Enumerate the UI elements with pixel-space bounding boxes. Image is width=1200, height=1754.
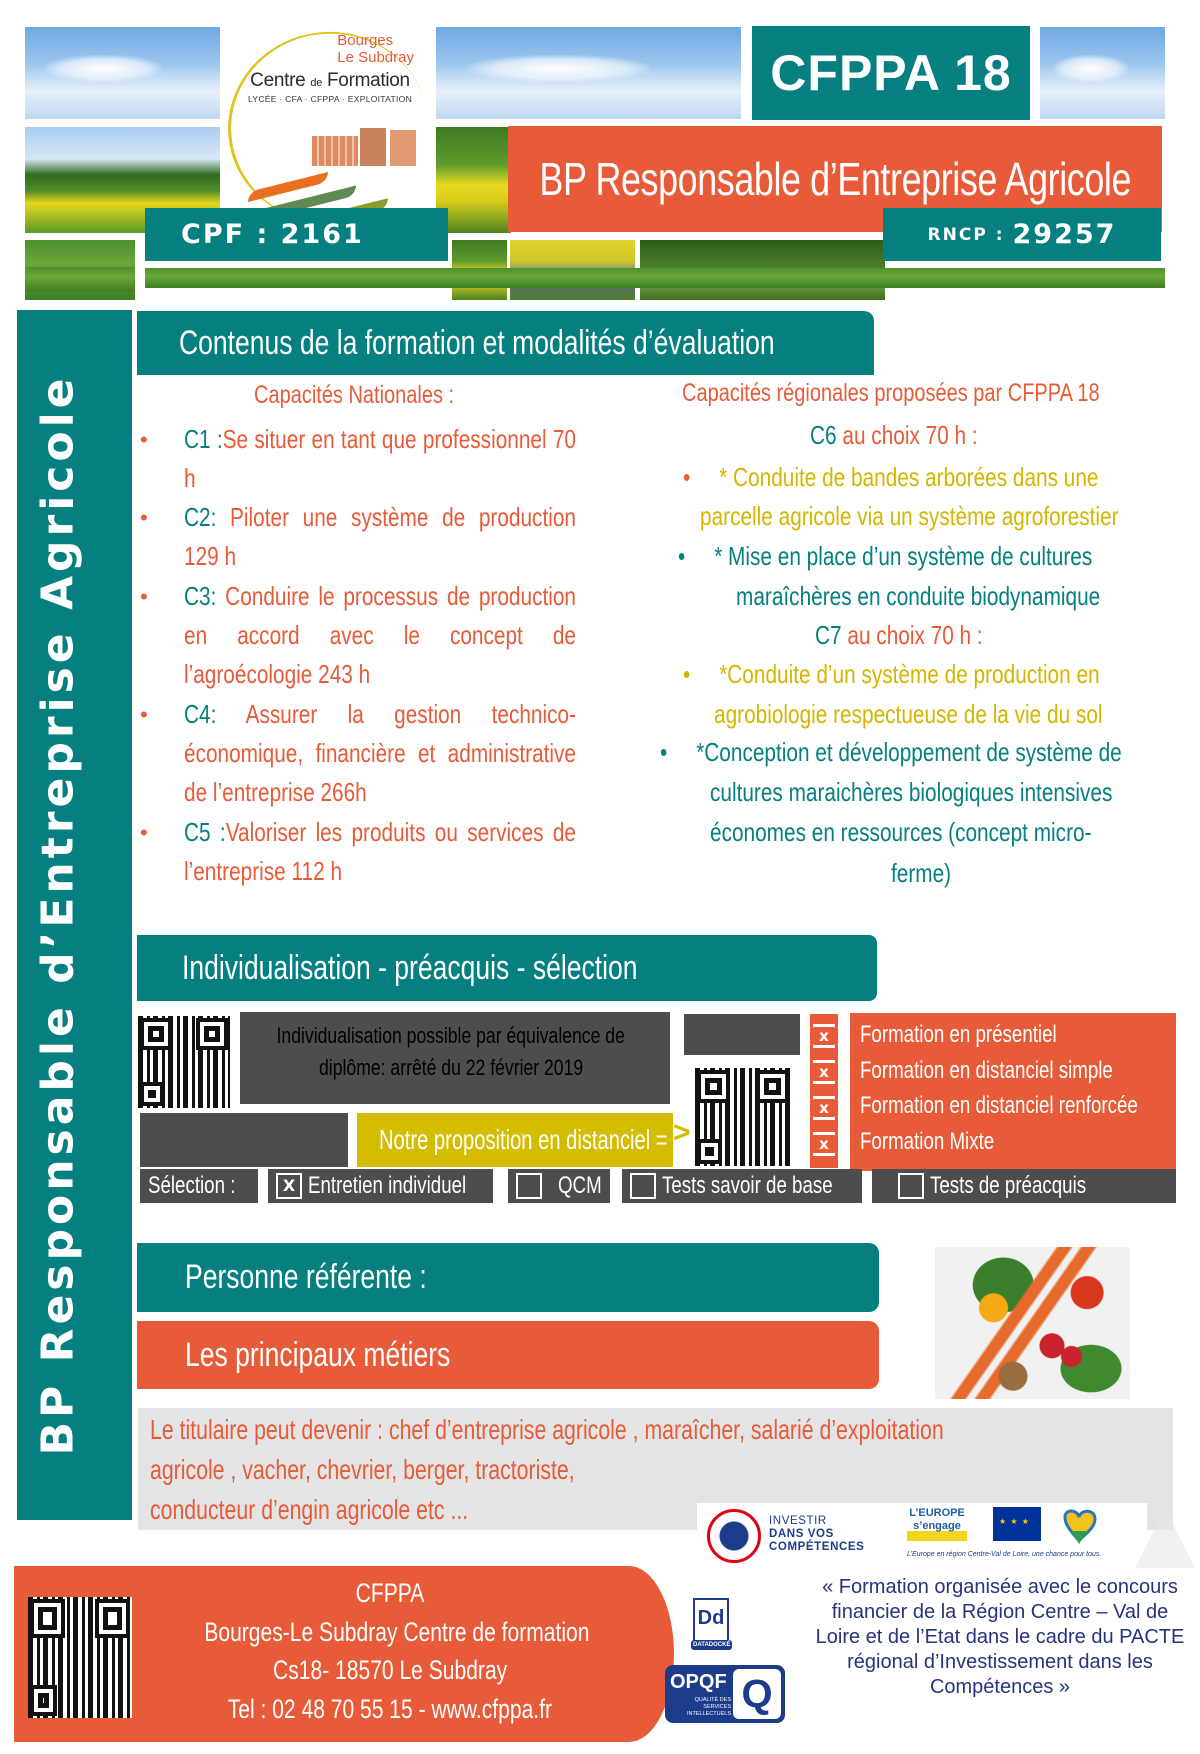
- c7-option-2-cont: cultures maraichères biologiques intensives: [710, 777, 1113, 807]
- checkbox-tests-savoir[interactable]: [630, 1173, 656, 1199]
- funding-logos: [697, 1503, 1147, 1569]
- c6-option-1: • * Conduite de bandes arborées dans une: [683, 462, 1099, 492]
- metiers-line-2: agricole , vacher, chevrier, berger, tractoriste,: [150, 1454, 575, 1485]
- building-icon-3: [390, 130, 416, 166]
- c6-option-1-cont: parcelle agricole via un système agroforestier: [700, 501, 1119, 531]
- distanciel-proposal: Notre proposition en distanciel =: [357, 1113, 673, 1167]
- rncp-number: 29257: [1012, 219, 1117, 250]
- section-contents-header: Contenus de la formation et modalités d’évaluation: [137, 311, 874, 375]
- checkbox-mixte[interactable]: x: [813, 1132, 835, 1156]
- sky-photo-3: [1040, 27, 1165, 119]
- bullet-icon: •: [683, 462, 720, 492]
- regional-capacities-title: Capacités régionales proposées par CFPPA 18: [682, 379, 1100, 407]
- checkbox-tests-preacquis[interactable]: [898, 1173, 924, 1199]
- investir-competences-logo: INVESTIR DANS VOS COMPÉTENCES: [769, 1515, 865, 1553]
- checkbox-entretien[interactable]: X: [276, 1173, 302, 1199]
- opqf-badge-icon: OPQF QUALITÉ DES SERVICES INTELLECTUELS Q: [665, 1665, 785, 1723]
- selection-entretien[interactable]: X Entretien individuel: [268, 1169, 493, 1203]
- metiers-line-3: conducteur d’engin agricole etc ...: [150, 1494, 469, 1525]
- bullet-icon: •: [140, 427, 148, 452]
- cfppa-18-label: CFPPA 18: [752, 26, 1030, 120]
- datadock-badge-icon: Dd DATADOCKÉ: [693, 1598, 729, 1644]
- c7-option-1-cont: agrobiologie respectueuse de la vie du sol: [714, 699, 1103, 729]
- c7-option-1: • *Conduite d’un système de production en: [683, 659, 1100, 689]
- c6-option-2-cont: maraîchères en conduite biodynamique: [736, 581, 1101, 611]
- c7-option-2-cont-2: économes en ressources (concept micro-: [710, 817, 1092, 847]
- section-individualisation-header: Individualisation - préacquis - sélection: [137, 935, 877, 1001]
- metiers-line-1: Le titulaire peut devenir : chef d’entreprise agricole , maraîcher, salarié d’exploitation: [150, 1414, 944, 1445]
- school-logo: [222, 22, 436, 232]
- star-decoration-icon: [1135, 1508, 1195, 1568]
- footer-org: CFPPA: [355, 1578, 425, 1608]
- selection-tests-preacquis[interactable]: Tests de préacquis: [872, 1169, 1176, 1203]
- europe-sengage-logo: L’EUROPE s’engage: [907, 1507, 967, 1541]
- rncp-label: RNCP :: [927, 224, 1005, 245]
- selection-qcm[interactable]: QCM: [508, 1169, 610, 1203]
- national-item-c4: • C4: Assurer la gestion technico-économique, financière et administrative de l’entreprise 266h: [140, 695, 595, 812]
- gray-block: [684, 1014, 800, 1055]
- grass-photo-2: [25, 267, 135, 291]
- mode-distanciel-renforcee: Formation en distanciel renforcée: [860, 1092, 1138, 1119]
- bullet-icon: •: [140, 820, 148, 845]
- checkbox-qcm[interactable]: [516, 1173, 542, 1199]
- section-referent-header: Personne référente :: [137, 1243, 879, 1312]
- program-title-banner: BP Responsable d’Entreprise Agricole: [508, 126, 1162, 232]
- rncp-code: [883, 208, 1161, 261]
- building-icon-2: [360, 128, 386, 166]
- c7-option-2-cont-3: ferme): [891, 858, 952, 888]
- section-metiers-header: Les principaux métiers: [137, 1321, 879, 1389]
- footer-name: Bourges-Le Subdray Centre de formation: [204, 1616, 590, 1647]
- eu-flag-icon: [993, 1507, 1041, 1541]
- national-item-c1: • C1 :Se situer en tant que professionnel 70 h: [140, 420, 595, 498]
- gray-block-2: [140, 1113, 348, 1167]
- building-icon: [312, 136, 358, 166]
- grass-strip: [145, 268, 1165, 288]
- vegetables-photo: [935, 1247, 1130, 1399]
- footer-address: Cs18- 18570 Le Subdray: [272, 1655, 508, 1685]
- logo-town: Bourges Le Subdray: [337, 32, 414, 66]
- national-item-c3: • C3: Conduire le processus de production en accord avec le concept de l’agroécologie 243 h: [140, 577, 595, 694]
- bullet-icon: •: [678, 541, 715, 571]
- checkbox-presentiel[interactable]: x: [813, 1024, 835, 1048]
- c7-heading: C7 au choix 70 h :: [815, 620, 983, 650]
- national-capacities-title: Capacités Nationales :: [254, 381, 455, 409]
- arrow-right-icon: >: [673, 1116, 691, 1149]
- sky-photo-2: [436, 27, 741, 119]
- c7-option-2: • *Conception et développement de système de: [660, 737, 1122, 767]
- funding-statement: « Formation organisée avec le concours financier de la Région Centre – Val de Loire et de l’Etat dans le cadre du PACTE régional d’Investissement dans les Compétences »: [815, 1576, 1185, 1698]
- bullet-icon: •: [140, 584, 148, 609]
- national-item-c2: • C2: Piloter une système de production 129 h: [140, 498, 595, 576]
- region-centre-logo-icon: [1059, 1507, 1103, 1545]
- selection-label: Sélection :: [140, 1169, 258, 1203]
- funding-tagline: L’Europe en région Centre-Val de Loire, une chance pour tous.: [907, 1551, 1102, 1558]
- sky-photo: [25, 27, 220, 119]
- c6-heading: C6 au choix 70 h :: [810, 420, 978, 450]
- checkbox-distanciel-renforcee[interactable]: x: [813, 1096, 835, 1120]
- equivalence-text: Individualisation possible par équivalence de diplôme: arrêté du 22 février 2019: [276, 1023, 626, 1080]
- marianne-logo-icon: [707, 1509, 761, 1563]
- mode-distanciel-simple: Formation en distanciel simple: [860, 1056, 1113, 1084]
- logo-subtitle: LYCÉE · CFA · CFPPA · EXPLOITATION: [247, 94, 413, 104]
- footer-phone-web[interactable]: Tel : 02 48 70 55 15 - www.cfppa.fr: [227, 1693, 553, 1724]
- logo-title: Centre de Formation: [250, 70, 410, 91]
- mode-presentiel: Formation en présentiel: [860, 1021, 1057, 1048]
- qr-code-icon[interactable]: [138, 1016, 230, 1108]
- selection-tests-savoir[interactable]: Tests savoir de base: [622, 1169, 862, 1203]
- checkbox-distanciel-simple[interactable]: x: [813, 1060, 835, 1084]
- national-item-c5: • C5 :Valoriser les produits ou services de l’entreprise 112 h: [140, 813, 595, 891]
- side-banner-text: BP Responsable d’Entreprise Agricole: [32, 374, 84, 1456]
- footer-contact: [150, 1574, 630, 1728]
- footer-qr-code-icon[interactable]: [28, 1597, 132, 1718]
- bullet-icon: •: [140, 505, 148, 530]
- c6-option-2: • * Mise en place d’un système de cultures: [678, 541, 1093, 571]
- bullet-icon: •: [660, 737, 697, 767]
- bullet-icon: •: [140, 702, 148, 727]
- mode-mixte: Formation Mixte: [860, 1127, 995, 1155]
- formation-modes-list: [850, 1013, 1176, 1171]
- bullet-icon: •: [683, 659, 720, 689]
- cpf-code: CPF : 2161: [145, 208, 448, 261]
- qr-code-distanciel-icon[interactable]: [695, 1068, 791, 1166]
